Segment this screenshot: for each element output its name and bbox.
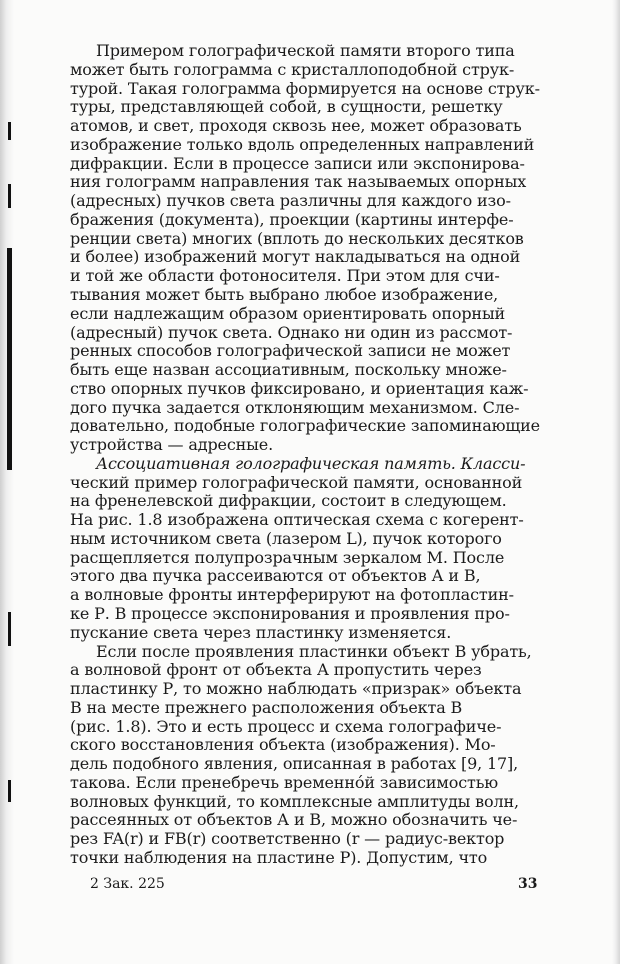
- left-margin-mark: [8, 122, 11, 140]
- text-line: если надлежащим образом ориентировать опорный: [70, 303, 506, 323]
- text-line: пластинку Р, то можно наблюдать «призрак» объекта: [70, 679, 522, 699]
- text-line: дель подобного явления, описанная в работах [9, 17],: [70, 754, 519, 774]
- page-right-edge-shadow: [612, 0, 620, 964]
- text-line: ство опорных пучков фиксировано, и ориентация каж-: [70, 378, 529, 398]
- text-line: ренции света) многих (вплоть до нескольких десятков: [70, 228, 524, 248]
- left-margin-mark: [7, 248, 12, 470]
- left-margin-mark: [8, 780, 11, 802]
- text-line: а волновой фронт от объекта А пропустить через: [70, 660, 482, 680]
- text-line: В на месте прежнего расположения объекта В: [70, 697, 463, 717]
- text-line: точки наблюдения на пластине Р). Допустим, что: [70, 848, 488, 867]
- printing-signature: 2 Зак. 225: [90, 876, 165, 892]
- text-line: может быть голограмма с кристаллоподобной струк-: [70, 59, 515, 79]
- page-left-edge-shadow: [0, 0, 14, 964]
- text-line: и более) изображений могут накладываться на одной: [70, 247, 521, 267]
- text-line: атомов, и свет, проходя сквозь нее, может образовать: [70, 116, 522, 136]
- text-line: дифракции. Если в процессе записи или экспонирова-: [70, 153, 525, 173]
- text-line: турой. Такая голограмма формируется на основе струк-: [70, 78, 540, 98]
- page-number: 33: [518, 876, 538, 892]
- text-line: на френелевской дифракции, состоит в следующем.: [70, 491, 507, 511]
- text-line: быть еще назван ассоциативным, поскольку множе-: [70, 360, 507, 380]
- text-line: тывания может быть выбрано любое изображение,: [70, 284, 499, 304]
- text-line: (рис. 1.8). Это и есть процесс и схема голографиче-: [70, 716, 502, 736]
- text-line: а волновые фронты интерферируют на фотопластин-: [70, 585, 514, 605]
- section-heading-line: Ассоциативная голографическая память. Класси-: [96, 453, 526, 473]
- text-line: На рис. 1.8 изображена оптическая схема с когерент-: [70, 510, 524, 530]
- text-line: ным источником света (лазером L), пучок которого: [70, 528, 502, 548]
- text-line: ского восстановления объекта (изображения). Мо-: [70, 735, 496, 755]
- text-line: ренных способов голографической записи не может: [70, 341, 511, 361]
- text-line: бражения (документа), проекции (картины интерфе-: [70, 209, 514, 229]
- text-line: рез FA(r) и FB(r) соответственно (r — радиус-вектор: [70, 829, 505, 849]
- text-line: Примером голографической памяти второго типа: [96, 41, 515, 60]
- text-line: изображение только вдоль определенных направлений: [70, 134, 535, 154]
- text-line: расщепляется полупрозрачным зеркалом М. После: [70, 547, 505, 567]
- text-line: пускание света через пластинку изменяется.: [70, 622, 452, 642]
- text-line: ческий пример голографической памяти, основанной: [70, 472, 523, 492]
- text-line: ке Р. В процессе экспонирования и проявления про-: [70, 604, 510, 624]
- text-line: довательно, подобные голографические запоминающие: [70, 416, 540, 436]
- text-line: (адресный) пучок света. Однако ни один из рассмот-: [70, 322, 513, 342]
- left-margin-mark: [8, 184, 11, 208]
- text-line: и той же области фотоносителя. При этом для счи-: [70, 266, 500, 286]
- text-line: ния голограмм направления так называемых опорных: [70, 172, 527, 192]
- text-line: такова. Если пренебречь временнóй зависимостью: [70, 772, 499, 792]
- text-line: (адресных) пучков света различны для каждого изо-: [70, 191, 511, 211]
- text-line: устройства — адресные.: [70, 435, 274, 455]
- text-line: рассеянных от объектов А и В, можно обозначить че-: [70, 810, 518, 830]
- paragraph-start-line: Если после проявления пластинки объект В убрать,: [96, 641, 532, 661]
- text-line: туры, представляющей собой, в сущности, решетку: [70, 97, 503, 117]
- text-line: волновых функций, то комплексные амплитуды волн,: [70, 791, 519, 811]
- text-line: этого два пучка рассеиваются от объектов А и В,: [70, 566, 481, 586]
- left-margin-mark: [8, 612, 11, 646]
- text-line: дого пучка задается отклоняющим механизмом. Сле-: [70, 397, 520, 417]
